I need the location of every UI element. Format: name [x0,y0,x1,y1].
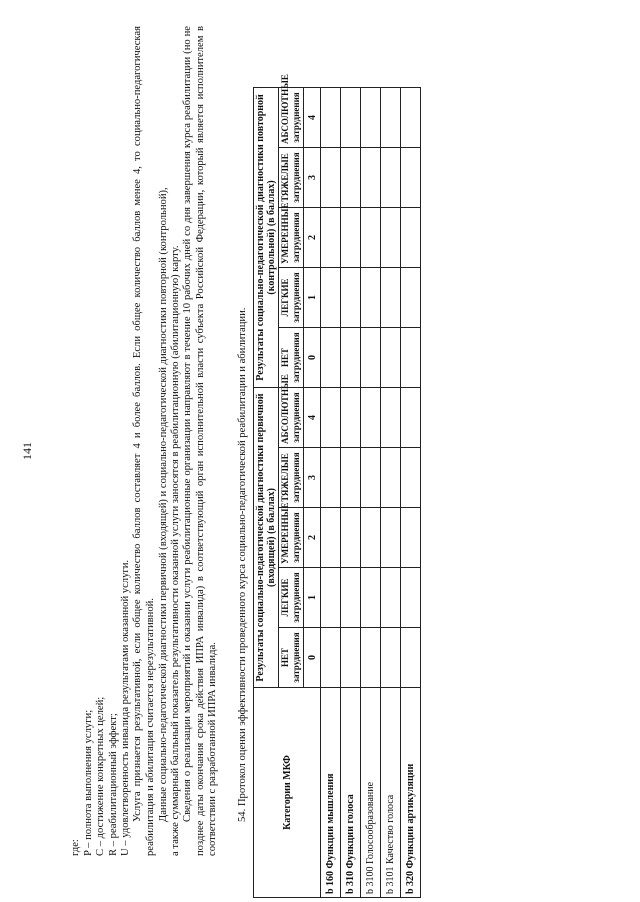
level-severe: ТЯЖЕЛЫЕ затруднения [279,147,304,207]
table-row [401,87,421,897]
table-row [381,87,401,897]
score-entry-cell [401,207,421,267]
score-entry-cell [361,147,381,207]
table-row [321,87,341,897]
icf-category-cell: b 320 Функции артикуляции [401,688,421,898]
score-entry-cell [401,448,421,508]
score-entry-cell [401,628,421,688]
score-entry-cell [321,568,341,628]
score-entry-cell [401,387,421,447]
level-none: НЕТ затруднения [279,628,304,688]
score-entry-cell [381,568,401,628]
score-entry-cell [341,87,361,147]
score-entry-cell [381,628,401,688]
level-light: ЛЕГКИЕ затруднения [279,267,304,327]
header-repeat-diagnostics: Результаты социально-педагогической диагностики повторной (контрольной) (в баллах) [254,87,279,387]
score-entry-cell [381,387,401,447]
score-entry-cell [341,327,361,387]
score-entry-cell [341,147,361,207]
score-entry-cell [381,508,401,568]
score-cell: 4 [304,387,321,447]
score-entry-cell [401,147,421,207]
score-entry-cell [381,87,401,147]
table-body [321,87,421,897]
score-cell: 3 [304,147,321,207]
score-entry-cell [341,508,361,568]
score-cell: 3 [304,448,321,508]
score-entry-cell [361,448,381,508]
score-entry-cell [321,207,341,267]
score-entry-cell [361,267,381,327]
score-entry-cell [401,508,421,568]
score-entry-cell [361,387,381,447]
score-entry-cell [341,207,361,267]
score-entry-cell [361,508,381,568]
level-severe: ТЯЖЕЛЫЕ затруднения [279,448,304,508]
score-entry-cell [361,207,381,267]
level-moderate: УМЕРЕННЫЕ затруднения [279,508,304,568]
score-cell: 1 [304,568,321,628]
level-absolute: АБСОЛЮТНЫЕ затруднения [279,387,304,447]
score-cell: 2 [304,508,321,568]
table-row [341,87,361,897]
protocol-title: 54. Протокол оценки эффективности проведенного курса социально-педагогической реабилитации и абилитации. [237,307,248,822]
level-light: ЛЕГКИЕ затруднения [279,568,304,628]
level-moderate: УМЕРЕННЫЕ затруднения [279,207,304,267]
score-entry-cell [381,267,401,327]
score-entry-cell [361,568,381,628]
icf-category-cell: b 3100 Голосообразование [361,688,381,898]
score-entry-cell [381,448,401,508]
formula-legend [70,26,133,856]
score-entry-cell [381,327,401,387]
score-entry-cell [401,87,421,147]
score-cell: 1 [304,267,321,327]
score-entry-cell [341,387,361,447]
table-row [361,87,381,897]
score-entry-cell [321,628,341,688]
icf-category-cell: b 310 Функции голоса [341,688,361,898]
score-entry-cell [341,448,361,508]
score-entry-cell [321,147,341,207]
header-category: Категории МКФ [254,688,321,898]
icf-category-cell: b 160 Функции мышления [321,688,341,898]
icf-category-cell: b 3101 Качество голоса [381,688,401,898]
score-cell: 2 [304,207,321,267]
score-entry-cell [341,628,361,688]
paragraph-diagnostics: Данные социально-педагогической диагностики первичной (входящей) и социально-педагогической диагностики повторной (контрольной), [158,187,169,822]
paragraph-card: а также суммарный балльный показатель результативности оказанной услуги заносятся в реабилитационную (абилитационную) карту. [170,245,181,856]
score-entry-cell [381,147,401,207]
score-entry-cell [381,207,401,267]
score-entry-cell [321,87,341,147]
legend-item: C – достижение конкретных целей; [95,696,107,856]
legend-where: где: [70,839,81,856]
score-cell: 4 [304,87,321,147]
header-primary-diagnostics: Результаты социально-педагогической диагностики первичной (входящей) (в баллах) [254,387,279,687]
score-entry-cell [401,267,421,327]
score-entry-cell [321,327,341,387]
legend-item: R – реабилитационный эффект; [107,713,119,856]
legend-item: P – полнота выполнения услуги; [82,709,94,856]
level-absolute: АБСОЛЮТНЫЕ затруднения [279,87,304,147]
score-entry-cell [321,387,341,447]
score-entry-cell [401,327,421,387]
paragraph-result-criteria: Услуга признается результативной, если общее количество баллов составляет 4 и более баллов. Если общее количество баллов менее 4, то социально-педагогическая реабилитация и абилитация считается нерезультативной. [132,26,156,856]
score-entry-cell [361,327,381,387]
score-entry-cell [321,508,341,568]
score-entry-cell [361,87,381,147]
score-entry-cell [341,568,361,628]
score-entry-cell [341,267,361,327]
score-entry-cell [361,628,381,688]
score-cell: 0 [304,628,321,688]
protocol-table [253,74,421,898]
score-entry-cell [321,448,341,508]
legend-item: U – удовлетворенность инвалида результатами оказанной услуги. [120,559,132,856]
score-entry-cell [401,568,421,628]
score-cell: 0 [304,327,321,387]
level-none: НЕТ затруднения [279,327,304,387]
score-entry-cell [321,267,341,327]
page-number: 141 [20,442,34,460]
paragraph-reporting: Сведения о реализации мероприятий и оказании услуги реабилитационные организации направляют в течение 10 рабочих дней со дня завершения курса реабилитации (но не позднее даты окончания срока действия ИПРА инвалида) в соответствующий орган исполнительной власти субъекта Российской Федерации, который является исполнителем в соответствии с разработанной ИПРА инвалида. [182,26,219,856]
